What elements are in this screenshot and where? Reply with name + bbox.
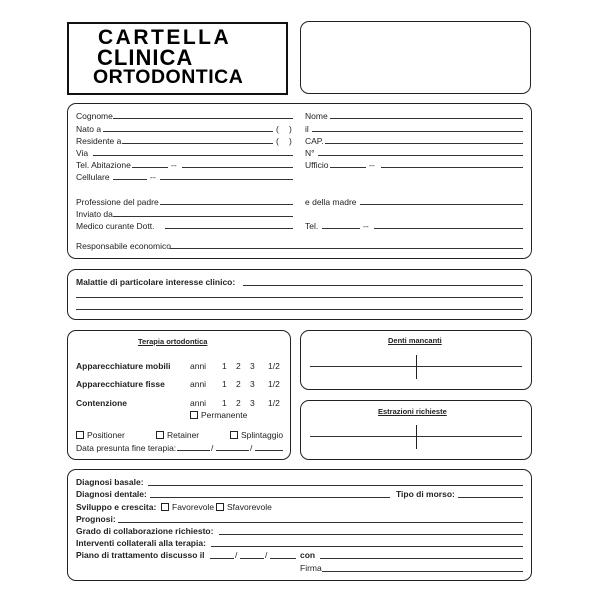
therapy-row-2-n1[interactable]: 1	[222, 379, 227, 389]
extractions-title: Estrazioni richieste	[378, 407, 447, 416]
cap-label: CAP.	[305, 136, 324, 146]
therapy-section	[67, 330, 291, 460]
permanente-option[interactable]	[190, 410, 247, 420]
therapy-row-1-label: Apparecchiature mobili	[76, 361, 171, 371]
nato-paren-close: )	[289, 124, 292, 134]
medico-curante-label: Medico curante Dott.	[76, 221, 155, 231]
inviato-da-label: Inviato da	[76, 209, 113, 219]
therapy-row-2-n2[interactable]: 2	[236, 379, 241, 389]
photo-box	[300, 21, 531, 94]
favorevole-label: Favorevole	[172, 502, 215, 512]
permanente-checkbox[interactable]	[190, 411, 198, 419]
data-fine-label: Data presunta fine terapia:	[76, 443, 177, 453]
numero-label: N°	[305, 148, 315, 158]
patient-data-section	[67, 103, 532, 259]
missing-teeth-title: Denti mancanti	[388, 336, 442, 345]
tel-abitazione-prefix-field[interactable]	[132, 167, 168, 168]
data-fine-year-field[interactable]	[255, 450, 283, 451]
therapy-row-3-n3[interactable]: 3	[250, 398, 255, 408]
therapy-row-1-n1[interactable]: 1	[222, 361, 227, 371]
therapy-row-3-half[interactable]: 1/2	[268, 398, 280, 408]
sfavorevole-label: Sfavorevole	[227, 502, 272, 512]
positioner-checkbox[interactable]	[76, 431, 84, 439]
tel-medico-prefix-field[interactable]	[322, 228, 360, 229]
malattie-field-1[interactable]	[243, 285, 523, 286]
ufficio-prefix-field[interactable]	[330, 167, 366, 168]
data-fine-month-field[interactable]	[216, 450, 249, 451]
residente-label: Residente a	[76, 136, 122, 146]
therapy-row-2-n3[interactable]: 3	[250, 379, 255, 389]
title-line-1: CARTELLA	[98, 26, 232, 49]
malattie-field-2[interactable]	[76, 297, 523, 298]
favorevole-checkbox[interactable]	[161, 503, 169, 511]
therapy-row-1-anni: anni	[190, 361, 207, 371]
cellulare-number-field[interactable]	[160, 179, 293, 180]
piano-day-field[interactable]	[210, 558, 234, 559]
cognome-field[interactable]	[113, 118, 293, 119]
sviluppo-label: Sviluppo e crescita:	[76, 502, 157, 512]
title-line-2: CLINICA	[97, 45, 194, 70]
therapy-row-3-n2[interactable]: 2	[236, 398, 241, 408]
therapy-row-1-half[interactable]: 1/2	[268, 361, 280, 371]
piano-year-field[interactable]	[270, 558, 296, 559]
therapy-row-3-n1[interactable]: 1	[222, 398, 227, 408]
numero-field[interactable]	[318, 155, 523, 156]
responsabile-field[interactable]	[170, 248, 523, 249]
therapy-row-2-half[interactable]: 1/2	[268, 379, 280, 389]
data-fine-slash-2: /	[250, 443, 253, 453]
della-madre-field[interactable]	[360, 204, 523, 205]
tipo-morso-label: Tipo di morso:	[396, 489, 455, 499]
favorevole-option[interactable]	[161, 502, 214, 512]
interventi-label: Interventi collaterali alla terapia:	[76, 538, 206, 548]
diagnosi-basale-field[interactable]	[148, 485, 523, 486]
firma-field[interactable]	[322, 571, 523, 572]
ufficio-number-field[interactable]	[381, 167, 523, 168]
responsabile-label: Responsabile economico	[76, 241, 171, 251]
con-label: con	[300, 550, 316, 560]
diagnosi-dentale-field[interactable]	[150, 497, 390, 498]
via-label: Via	[76, 148, 89, 158]
therapy-row-1-n2[interactable]: 2	[236, 361, 241, 371]
tel-medico-number-field[interactable]	[374, 228, 523, 229]
positioner-label: Positioner	[87, 430, 125, 440]
tipo-morso-field[interactable]	[458, 497, 523, 498]
malattie-label: Malattie di particolare interesse clinico:	[76, 277, 236, 287]
nato-a-label: Nato a	[76, 124, 102, 134]
interventi-field[interactable]	[211, 546, 523, 547]
prognosi-field[interactable]	[118, 522, 523, 523]
nome-field[interactable]	[330, 118, 523, 119]
via-field[interactable]	[93, 155, 293, 156]
professione-padre-field[interactable]	[160, 204, 293, 205]
malattie-field-3[interactable]	[76, 309, 523, 310]
grado-field[interactable]	[219, 534, 523, 535]
cognome-label: Cognome	[76, 111, 113, 121]
cellulare-prefix-field[interactable]	[113, 179, 147, 180]
tel-abitazione-label: Tel. Abitazione	[76, 160, 131, 170]
therapy-title: Terapia ortodontica	[138, 337, 208, 346]
con-field[interactable]	[320, 558, 523, 559]
nato-a-field[interactable]	[103, 131, 273, 132]
therapy-row-3-label: Contenzione	[76, 398, 127, 408]
ufficio-dash: --	[369, 160, 375, 170]
professione-padre-label: Professione del padre	[76, 197, 159, 207]
splintaggio-label: Splintaggio	[241, 430, 284, 440]
therapy-row-3-anni: anni	[190, 398, 207, 408]
sfavorevole-option[interactable]	[216, 502, 272, 512]
therapy-row-2-label: Apparecchiature fisse	[76, 379, 165, 389]
retainer-option[interactable]	[156, 430, 199, 440]
splintaggio-option[interactable]	[230, 430, 283, 440]
tel-medico-dash: --	[363, 221, 369, 231]
missing-teeth-vertical-line	[416, 355, 417, 379]
piano-slash-2: /	[265, 550, 268, 560]
nato-paren-open: (	[276, 124, 279, 134]
retainer-checkbox[interactable]	[156, 431, 164, 439]
della-madre-label: e della madre	[305, 197, 357, 207]
permanente-label: Permanente	[201, 410, 248, 420]
residente-paren-close: )	[289, 136, 292, 146]
medico-curante-field[interactable]	[165, 228, 293, 229]
sfavorevole-checkbox[interactable]	[216, 503, 224, 511]
piano-month-field[interactable]	[240, 558, 264, 559]
cellulare-label: Cellulare	[76, 172, 110, 182]
inviato-da-field[interactable]	[113, 216, 293, 217]
data-fine-slash-1: /	[211, 443, 214, 453]
retainer-label: Retainer	[167, 430, 200, 440]
title-line-3: ORTODONTICA	[93, 66, 244, 88]
ufficio-label: Ufficio	[305, 160, 329, 170]
piano-label: Piano di trattamento discusso il	[76, 550, 205, 560]
extractions-vertical-line	[416, 425, 417, 449]
tel-abitazione-dash: --	[171, 160, 177, 170]
positioner-option[interactable]	[76, 430, 125, 440]
piano-slash-1: /	[235, 550, 238, 560]
cap-field[interactable]	[325, 143, 523, 144]
therapy-row-1-n3[interactable]: 3	[250, 361, 255, 371]
tel-medico-label: Tel.	[305, 221, 319, 231]
diagnosi-dentale-label: Diagnosi dentale:	[76, 489, 147, 499]
residente-paren-open: (	[276, 136, 279, 146]
prognosi-label: Prognosi:	[76, 514, 116, 524]
diagnosi-basale-label: Diagnosi basale:	[76, 477, 144, 487]
il-field[interactable]	[312, 131, 523, 132]
il-label: il	[305, 124, 309, 134]
cellulare-dash: --	[150, 172, 156, 182]
data-fine-day-field[interactable]	[177, 450, 210, 451]
splintaggio-checkbox[interactable]	[230, 431, 238, 439]
tel-abitazione-number-field[interactable]	[182, 167, 293, 168]
firma-label: Firma	[300, 563, 322, 573]
grado-label: Grado di collaborazione richiesto:	[76, 526, 214, 536]
therapy-row-2-anni: anni	[190, 379, 207, 389]
nome-label: Nome	[305, 111, 328, 121]
residente-field[interactable]	[122, 143, 273, 144]
